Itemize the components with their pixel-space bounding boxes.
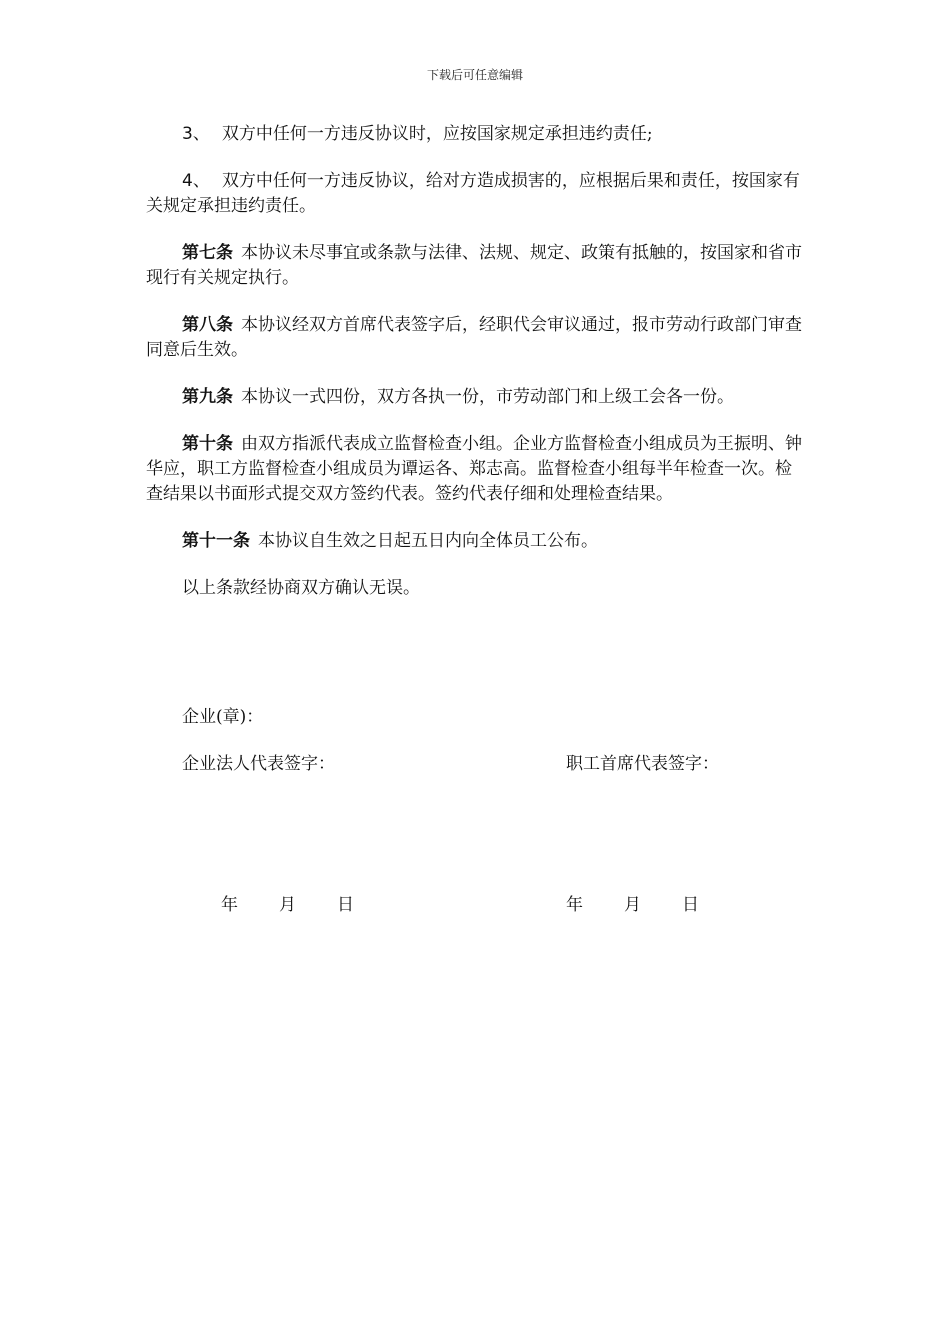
closing-text: 以上条款经协商双方确认无误。 (182, 578, 420, 598)
clause-text: 双方中任何一方违反协议，给对方造成损害的，应根据后果和责任，按国家有关规定承担违约责任。 (146, 171, 800, 216)
article-heading: 第九条 (182, 387, 233, 407)
article-heading: 第七条 (182, 243, 233, 263)
closing-statement (146, 576, 808, 601)
article-8 (146, 313, 808, 363)
clause-number: 4、 (182, 171, 210, 191)
clause-4 (146, 169, 808, 219)
date-year-label: 年 (566, 895, 583, 915)
article-heading: 第十一条 (182, 531, 250, 551)
article-7 (146, 241, 808, 291)
date-left (221, 890, 395, 915)
article-text: 本协议自生效之日起五日内向全体员工公布。 (258, 531, 598, 551)
enterprise-representative-signature-label: 企业法人代表签字： (182, 754, 335, 774)
date-month-label: 月 (279, 895, 296, 915)
article-text: 本协议经双方首席代表签字后，经职代会审议通过，报市劳动行政部门审查同意后生效。 (146, 315, 802, 360)
clause-3 (146, 122, 808, 147)
article-11 (146, 529, 808, 554)
clause-text: 双方中任何一方违反协议时，应按国家规定承担违约责任; (221, 124, 653, 144)
employee-representative-signature-label: 职工首席代表签字： (566, 754, 719, 774)
enterprise-seal-label: 企业(章)： (182, 707, 264, 727)
article-10 (146, 432, 808, 507)
article-text: 本协议一式四份，双方各执一份，市劳动部门和上级工会各一份。 (241, 387, 734, 407)
article-text: 由双方指派代表成立监督检查小组。企业方监督检查小组成员为王振明、钟华应，职工方监督检查小组成员为谭运各、郑志高。监督检查小组每半年检查一次。检查结果以书面形式提交双方签约代表。签约代表仔细和处理检查结果。 (146, 434, 802, 504)
date-right (566, 890, 740, 915)
page-header: 下载后可任意编辑 (426, 68, 523, 82)
date-day-label: 日 (682, 895, 699, 915)
date-year-label: 年 (221, 895, 238, 915)
document-body (146, 122, 808, 623)
article-heading: 第八条 (182, 315, 233, 335)
date-month-label: 月 (624, 895, 641, 915)
article-text: 本协议未尽事宜或条款与法律、法规、规定、政策有抵触的，按国家和省市现行有关规定执行。 (146, 243, 802, 288)
article-heading: 第十条 (182, 434, 233, 454)
clause-number: 3、 (182, 124, 210, 144)
article-9 (146, 385, 808, 410)
date-day-label: 日 (337, 895, 354, 915)
